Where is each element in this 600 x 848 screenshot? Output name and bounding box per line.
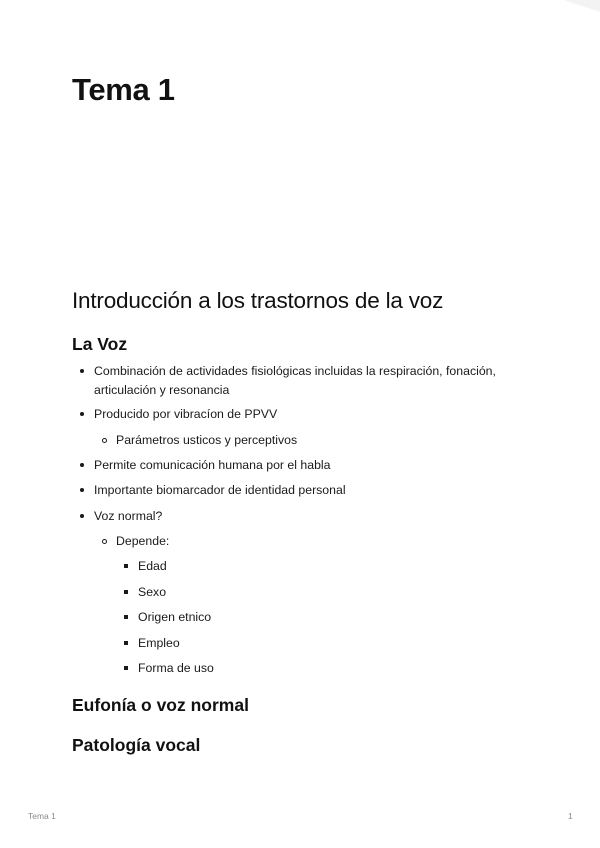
square-bullet-icon bbox=[124, 564, 128, 568]
list-item-text: Forma de uso bbox=[138, 661, 214, 675]
list-item-text: Edad bbox=[138, 559, 167, 573]
page-title: Tema 1 bbox=[72, 72, 175, 107]
list-item bbox=[116, 431, 297, 450]
page-corner-fold bbox=[540, 0, 600, 14]
footer-document-title: Tema 1 bbox=[28, 811, 56, 821]
disc-bullet-icon bbox=[80, 463, 84, 467]
list-item bbox=[138, 557, 167, 576]
section-title: Introducción a los trastornos de la voz bbox=[72, 288, 444, 313]
list-item bbox=[138, 608, 211, 627]
footer-page-number: 1 bbox=[568, 811, 573, 821]
heading-patologia-vocal: Patología vocal bbox=[72, 735, 201, 755]
list-item-text: Importante biomarcador de identidad personal bbox=[94, 483, 346, 497]
circle-bullet-icon bbox=[102, 438, 107, 443]
list-item bbox=[94, 507, 534, 526]
square-bullet-icon bbox=[124, 666, 128, 670]
disc-bullet-icon bbox=[80, 369, 84, 373]
square-bullet-icon bbox=[124, 641, 128, 645]
list-item-text: Voz normal? bbox=[94, 509, 163, 523]
list-item-text: Origen etnico bbox=[138, 610, 212, 624]
list-item-text: Producido por vibracíon de PPVV bbox=[94, 407, 278, 421]
list-item-text: Empleo bbox=[138, 636, 180, 650]
list-item-text: Combinación de actividades fisiológicas incluidas la respiración, fonación, articulación y resonancia bbox=[94, 364, 496, 397]
disc-bullet-icon bbox=[80, 412, 84, 416]
heading-eufonia: Eufonía o voz normal bbox=[72, 695, 249, 715]
list-item-text: Depende: bbox=[116, 534, 170, 548]
list-item bbox=[94, 456, 534, 475]
list-item-text: Parámetros usticos y perceptivos bbox=[116, 433, 298, 447]
list-item bbox=[138, 634, 180, 653]
list-item bbox=[94, 481, 534, 500]
list-item bbox=[116, 532, 169, 551]
circle-bullet-icon bbox=[102, 539, 107, 544]
list-item bbox=[94, 405, 534, 424]
list-item bbox=[138, 659, 214, 678]
square-bullet-icon bbox=[124, 590, 128, 594]
list-item-text: Permite comunicación humana por el habla bbox=[94, 458, 331, 472]
list-item bbox=[138, 583, 166, 602]
disc-bullet-icon bbox=[80, 514, 84, 518]
list-item bbox=[94, 362, 534, 399]
list-item-text: Sexo bbox=[138, 585, 167, 599]
heading-la-voz: La Voz bbox=[72, 334, 128, 354]
square-bullet-icon bbox=[124, 615, 128, 619]
disc-bullet-icon bbox=[80, 488, 84, 492]
